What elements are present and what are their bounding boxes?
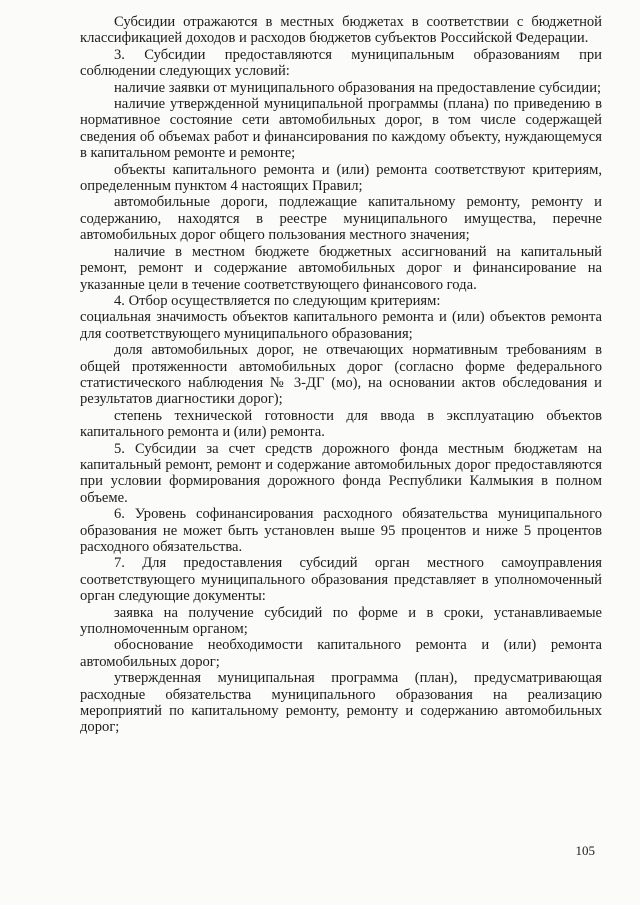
paragraph-clause-4: 4. Отбор осуществляется по следующим критериям: [114, 292, 441, 309]
paragraph-clause-5: 5. Субсидии за счет средств дорожного фонда местным бюджетам на капитальный ремонт, ремонт и содержание автомобильных дорог предоставляются при условии формирования дорожного фонда Республики Калмыкия в полном объеме. [80, 440, 602, 506]
paragraph-document-application: заявка на получение субсидий по форме и в сроки, устанавливаемые уполномоченным органом; [80, 604, 602, 638]
paragraph-document-justification: обоснование необходимости капитального ремонта и (или) ремонта автомобильных дорог; [80, 637, 602, 670]
paragraph-clause-6: 6. Уровень софинансирования расходного обязательства муниципального образования не может быть установлен выше 95 процентов и ниже 5 процентов расходного обязательства. [80, 506, 602, 555]
paragraph-condition-application: наличие заявки от муниципального образования на предоставление субсидии; [114, 79, 602, 96]
paragraph-condition-registry: автомобильные дороги, подлежащие капитальному ремонту, ремонту и содержанию, находятся в реестре муниципального имущества, перечне автомобильных дорог общего пользования местного значения; [80, 194, 602, 244]
paragraph-criterion-share: доля автомобильных дорог, не отвечающих нормативным требованиям в общей протяженности автомобильных дорог (согласно форме федерального статистического наблюдения № 3-ДГ (мо), на основании актов обследования и результатов диагностики дорог); [80, 342, 602, 408]
paragraph-condition-allocations: наличие в местном бюджете бюджетных ассигнований на капитальный ремонт, ремонт и содержание автомобильных дорог и финансирование на указанные цели в течение соответствующего финансового года. [80, 243, 602, 293]
paragraph-clause-3: 3. Субсидии предоставляются муниципальным образованиям при соблюдении следующих условий: [80, 46, 602, 80]
paragraph-condition-criteria: объекты капитального ремонта и (или) ремонта соответствуют критериям, определенным пунктом 4 настоящих Правил; [80, 161, 602, 195]
paragraph-criterion-social: социальная значимость объектов капитального ремонта и (или) объектов ремонта для соответствующего муниципального образования; [80, 309, 602, 342]
paragraph-document-program: утвержденная муниципальная программа (план), предусматривающая расходные обязательства муниципального образования на реализацию мероприятий по капитальному ремонту, ремонту и содержанию автомобильных дорог; [80, 670, 602, 736]
paragraph-condition-program: наличие утвержденной муниципальной программы (плана) по приведению в нормативное состояние сети автомобильных дорог, в том числе содержащей сведения об объемах работ и финансирования по каждому объекту, нуждающемуся в капитальном ремонте и ремонте; [80, 96, 602, 162]
page-number: 105 [575, 843, 595, 858]
paragraph-clause-7: 7. Для предоставления субсидий орган местного самоуправления соответствующего муниципального образования представляет в уполномоченный орган следующие документы: [80, 555, 602, 605]
paragraph-subsidies-budget: Субсидии отражаются в местных бюджетах в соответствии с бюджетной классификацией доходов и расходов бюджетов субъектов Российской Федерации. [80, 14, 602, 47]
document-body [80, 14, 602, 736]
paragraph-criterion-readiness: степень технической готовности для ввода в эксплуатацию объектов капитального ремонта и (или) ремонта. [80, 407, 602, 441]
